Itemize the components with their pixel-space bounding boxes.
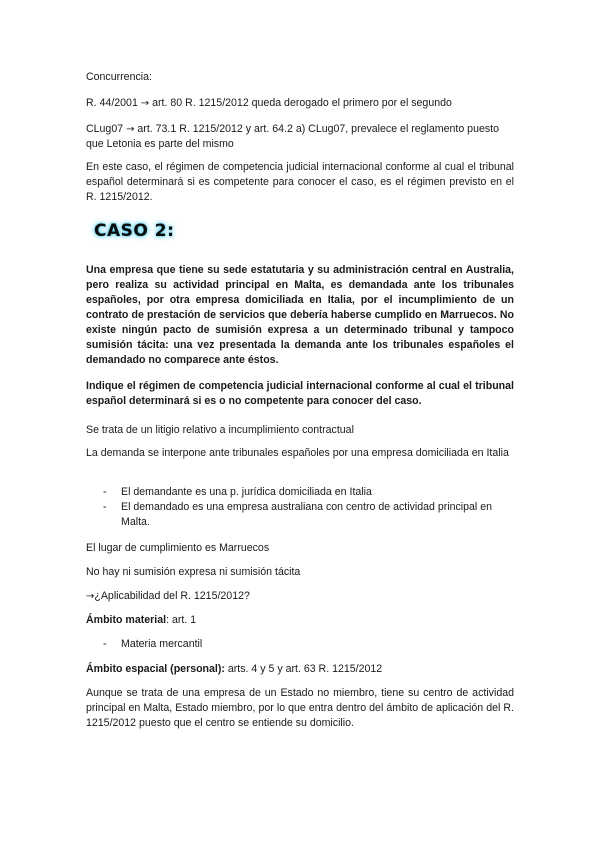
ambito-material-line <box>86 613 514 628</box>
line1-part-b: art. 80 R. 1215/2012 queda derogado el primero por el segundo <box>149 97 452 109</box>
final-paragraph: Aunque se trata de una empresa de un Estado no miembro, tiene su centro de actividad principal en Malta, Estado miembro, por lo que entra dentro del ámbito de aplicación del R. 1215/2012 puesto que el centro se entiende su domicilio. <box>86 687 514 729</box>
lugar-text: El lugar de cumplimiento es Marruecos <box>86 542 270 554</box>
list-item-text: El demandado es una empresa australiana con centro de actividad principal en Malta. <box>121 501 493 528</box>
arrow-right-icon: → <box>86 591 95 602</box>
ambito-espacial-value: arts. 4 y 5 y art. 63 R. 1215/2012 <box>224 663 383 675</box>
litigio-text: Se trata de un litigio relativo a incumplimiento contractual <box>86 424 354 436</box>
ambito-espacial-line <box>86 662 514 677</box>
caso-2-enunciado: Una empresa que tiene su sede estatutaria y su administración central en Australia, pero realiza su actividad principal en Malta, es demandada ante los tribunales españoles, por otra empresa domiciliada en Italia, por el incumplimiento de un contrato de prestación de servicios que debería haberse cumplido en Marruecos. No existe ningún pacto de sumisión expresa a un determinado tribunal y tampoco sumisión tácita: una vez presentada la demanda ante los tribunales españoles el demandado no comparece ante éstos. <box>86 264 514 366</box>
concurrencia-line-2 <box>86 122 514 152</box>
concurrencia-line-1 <box>86 96 514 111</box>
list-item-text: Materia mercantil <box>121 638 203 650</box>
caso-2-title: CASO 2: <box>94 221 175 241</box>
list-bullet: - <box>103 486 107 498</box>
arrow-right-icon: → <box>126 124 135 135</box>
caso-2-pregunta: Indique el régimen de competencia judicial internacional conforme al cual el tribunal español determinará si es o no competente para conocer del caso. <box>86 380 514 407</box>
concurrencia-conclusion: En este caso, el régimen de competencia judicial internacional conforme al cual el tribunal español determinará si es competente para conocer el caso, es el régimen previsto en el R. 1215/2012. <box>86 161 514 203</box>
list-bullet: - <box>103 501 107 513</box>
ambito-material-label: Ámbito material <box>86 614 167 626</box>
sumision-text: No hay ni sumisión expresa ni sumisión tácita <box>86 566 301 578</box>
line2-part-a: CLug07 <box>86 123 127 135</box>
list-bullet: - <box>103 638 107 650</box>
demanda-text: La demanda se interpone ante tribunales españoles por una empresa domiciliada en Italia <box>86 447 509 459</box>
list-item-text: El demandante es una p. jurídica domiciliada en Italia <box>121 486 372 498</box>
ambito-material-value: : art. 1 <box>166 614 197 626</box>
ambito-espacial-label: Ámbito espacial (personal): <box>86 663 225 675</box>
aplicabilidad-text: ¿Aplicabilidad del R. 1215/2012? <box>94 590 250 602</box>
arrow-right-icon: → <box>140 98 150 109</box>
aplicabilidad-line <box>86 589 514 604</box>
line2-part-b: art. 73.1 R. 1215/2012 y art. 64.2 a) CLug07, prevalece el reglamento puesto que Letonia es parte del mismo <box>86 123 499 150</box>
concurrencia-heading <box>86 70 514 85</box>
line1-part-a: R. 44/2001 <box>86 97 141 109</box>
concurrencia-heading-text: Concurrencia: <box>86 71 152 83</box>
